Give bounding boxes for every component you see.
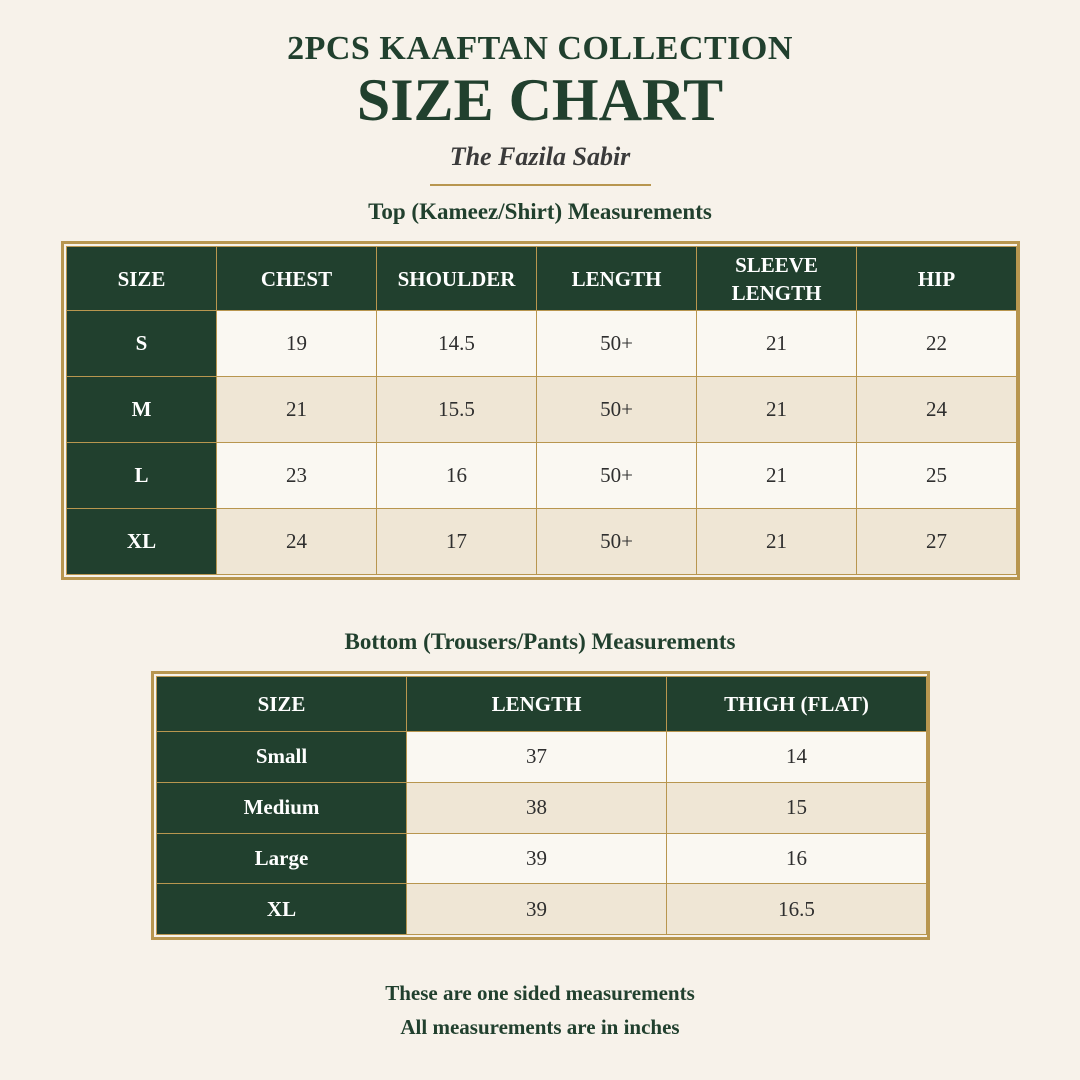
table-cell: 39 bbox=[407, 833, 667, 884]
table-row bbox=[67, 443, 1017, 509]
table-cell: 16 bbox=[377, 443, 537, 509]
table-cell: 14 bbox=[667, 732, 927, 783]
bottom-table-header-row bbox=[157, 677, 927, 732]
table-cell: 27 bbox=[857, 509, 1017, 575]
size-cell: Small bbox=[157, 732, 407, 783]
column-header: SIZE bbox=[67, 247, 217, 311]
table-cell: 50+ bbox=[537, 443, 697, 509]
column-header: SLEEVE LENGTH bbox=[697, 247, 857, 311]
table-row bbox=[157, 884, 927, 935]
table-cell: 19 bbox=[217, 311, 377, 377]
size-cell: M bbox=[67, 377, 217, 443]
size-cell: XL bbox=[157, 884, 407, 935]
table-cell: 25 bbox=[857, 443, 1017, 509]
top-table-header-row bbox=[67, 247, 1017, 311]
table-row bbox=[157, 782, 927, 833]
table-cell: 39 bbox=[407, 884, 667, 935]
column-header: SIZE bbox=[157, 677, 407, 732]
header bbox=[0, 28, 1080, 186]
table-cell: 50+ bbox=[537, 377, 697, 443]
table-cell: 24 bbox=[217, 509, 377, 575]
column-header: THIGH (FLAT) bbox=[667, 677, 927, 732]
table-cell: 17 bbox=[377, 509, 537, 575]
column-header: CHEST bbox=[217, 247, 377, 311]
table-cell: 21 bbox=[697, 443, 857, 509]
table-cell: 21 bbox=[697, 311, 857, 377]
table-cell: 15.5 bbox=[377, 377, 537, 443]
column-header: SHOULDER bbox=[377, 247, 537, 311]
column-header: LENGTH bbox=[407, 677, 667, 732]
footer-notes bbox=[0, 976, 1080, 1044]
top-table-frame bbox=[61, 241, 1020, 580]
bottom-measurements-table bbox=[156, 676, 927, 935]
page-title: SIZE CHART bbox=[356, 67, 724, 133]
bottom-table-title: Bottom (Trousers/Pants) Measurements bbox=[344, 629, 736, 654]
size-cell: L bbox=[67, 443, 217, 509]
table-cell: 16.5 bbox=[667, 884, 927, 935]
table-cell: 24 bbox=[857, 377, 1017, 443]
table-cell: 15 bbox=[667, 782, 927, 833]
size-cell: Medium bbox=[157, 782, 407, 833]
size-cell: S bbox=[67, 311, 217, 377]
brand-underline bbox=[430, 184, 651, 186]
table-cell: 21 bbox=[217, 377, 377, 443]
table-cell: 23 bbox=[217, 443, 377, 509]
top-measurements-table bbox=[66, 246, 1017, 575]
table-cell: 14.5 bbox=[377, 311, 537, 377]
collection-title: 2PCS KAAFTAN COLLECTION bbox=[287, 30, 793, 67]
brand-name: The Fazila Sabir bbox=[449, 142, 631, 171]
table-cell: 22 bbox=[857, 311, 1017, 377]
top-table-title: Top (Kameez/Shirt) Measurements bbox=[368, 199, 712, 224]
table-row bbox=[157, 833, 927, 884]
column-header: LENGTH bbox=[537, 247, 697, 311]
size-cell: XL bbox=[67, 509, 217, 575]
table-cell: 21 bbox=[697, 509, 857, 575]
table-cell: 38 bbox=[407, 782, 667, 833]
table-cell: 37 bbox=[407, 732, 667, 783]
footer-line-one-sided: These are one sided measurements bbox=[385, 981, 695, 1005]
table-row bbox=[67, 377, 1017, 443]
table-row bbox=[67, 509, 1017, 575]
footer-line-inches: All measurements are in inches bbox=[400, 1015, 680, 1039]
column-header: HIP bbox=[857, 247, 1017, 311]
table-cell: 16 bbox=[667, 833, 927, 884]
table-cell: 50+ bbox=[537, 311, 697, 377]
table-cell: 50+ bbox=[537, 509, 697, 575]
table-row bbox=[157, 732, 927, 783]
table-row bbox=[67, 311, 1017, 377]
table-cell: 21 bbox=[697, 377, 857, 443]
size-cell: Large bbox=[157, 833, 407, 884]
bottom-table-frame bbox=[151, 671, 930, 940]
